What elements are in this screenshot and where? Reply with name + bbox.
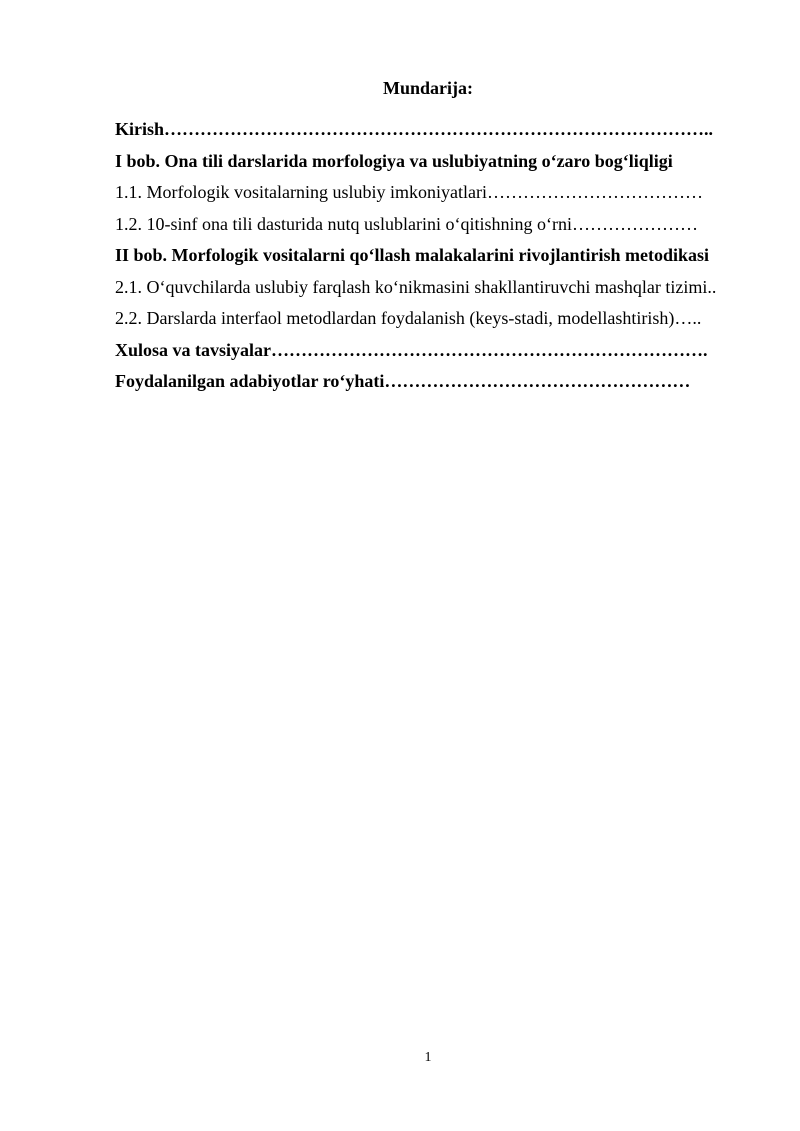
toc-entry-section-1-2: 1.2. 10-sinf ona tili dasturida nutq uslublarini o‘qitishning o‘rni………………… [115,213,698,234]
toc-entry-conclusion: Xulosa va tavsiyalar………………………………………………………………. [115,339,708,360]
toc-entry-section-2-2: 2.2. Darslarda interfaol metodlardan foydalanish (keys-stadi, modellashtirish)….. [115,308,702,328]
toc-entry-section-1-1: 1.1. Morfologik vositalarning uslubiy imkoniyatlari……………………………… [115,182,703,202]
toc-entry-section-2-1: 2.1. O‘quvchilarda uslubiy farqlash ko‘nikmasini shakllantiruvchi mashqlar tizimi.. [115,276,717,297]
toc-entry-introduction: Kirish……………………………………………………………………………….. [115,119,714,139]
page-number: 1 [424,1050,432,1065]
toc-entry-references: Foydalanilgan adabiyotlar ro‘yhati…………………………………………… [115,371,691,391]
table-of-contents [115,117,765,401]
toc-entry-chapter-2: II bob. Morfologik vositalarni qo‘llash malakalarini rivojlantirish metodikasi [115,245,710,265]
toc-heading: Mundarija: [383,78,473,98]
toc-entry-chapter-1: I bob. Ona tili darslarida morfologiya va uslubiyatning o‘zaro bog‘liqligi [115,150,673,171]
